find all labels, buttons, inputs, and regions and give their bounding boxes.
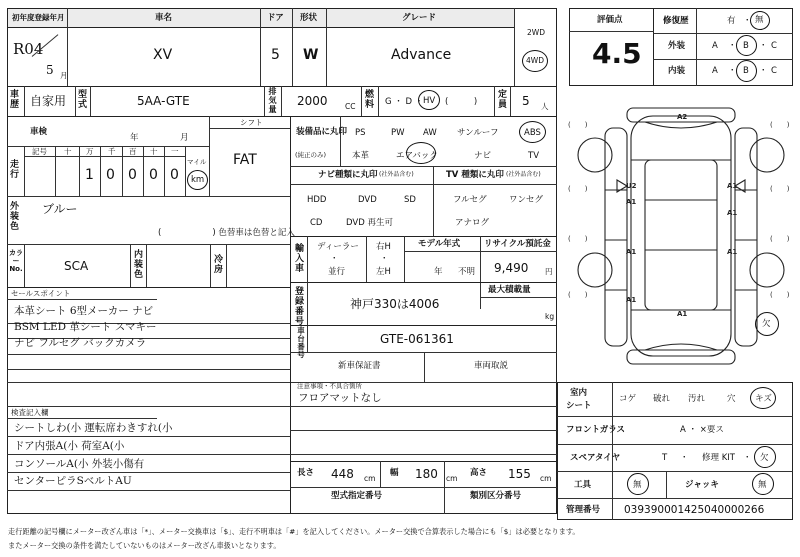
door-label: ドア — [267, 13, 284, 23]
mgmt-value: 039390001425040000266 — [624, 504, 765, 516]
nav-hdd: HDD — [307, 195, 327, 205]
import-dot-2: ・ — [380, 254, 389, 264]
nav-dvd-play: DVD 再生可 — [346, 218, 393, 228]
inspector-line-2: ドア内張A(小 荷室A(小 — [14, 440, 125, 452]
max-load-label: 最大積載量 — [488, 285, 531, 295]
sheet-hole: 穴 — [727, 394, 736, 404]
interior-grade-dot-2: ・ — [759, 66, 768, 76]
tool-label: 工具 — [574, 480, 592, 490]
model-year-unit: 年 — [434, 267, 443, 277]
interior-grade-dot-1: ・ — [728, 66, 737, 76]
usage-value: 自家用 — [30, 94, 67, 108]
width-value: 180 — [415, 467, 438, 481]
height-label: 高さ — [470, 468, 488, 478]
length-value: 448 — [331, 467, 354, 481]
recycle-value: 9,490 — [494, 261, 529, 275]
chassis-number: GTE-061361 — [380, 332, 454, 346]
digit-value-3: 0 — [128, 167, 137, 183]
score-label: 評価点 — [597, 15, 623, 25]
import-left-h: 左H — [376, 267, 391, 277]
damage-mark-a1-4: A1 — [626, 248, 637, 256]
interior-color-label: 内装色 — [133, 250, 143, 280]
damage-mark-a1-6: A1 — [626, 296, 637, 304]
import-right-h: 右H — [376, 242, 391, 252]
drive-4wd: 4WD — [526, 56, 544, 65]
equip-pw: PW — [391, 128, 405, 138]
selling-points-title: セールスポイント — [11, 289, 71, 298]
jack-label: ジャッキ — [685, 480, 719, 490]
repair-dot: ・ — [743, 16, 752, 26]
model-label: 型式 — [77, 90, 87, 110]
digit-value-5: 0 — [170, 167, 179, 183]
max-load-unit: kg — [545, 312, 555, 321]
digit-header-5: 一 — [171, 147, 179, 156]
diagram-bracket-7: ( ) — [568, 185, 588, 193]
height-value: 155 — [508, 467, 531, 481]
cooler-label: 冷房 — [213, 255, 223, 275]
fuel-selected: HV — [423, 96, 436, 106]
equip-sunroof: サンルーフ — [457, 128, 499, 138]
sheet-scratch: キズ — [755, 394, 772, 404]
exterior-grade-label: 外装 — [668, 41, 686, 51]
digit-header-2: 千 — [108, 147, 116, 156]
spare-t: T — [662, 453, 668, 463]
spare-missing: 欠 — [760, 453, 769, 463]
inspector-line-3: コンソールA(小 外装小傷有 — [14, 458, 145, 470]
capacity-unit: 人 — [541, 102, 549, 111]
exterior-grade-dot-2: ・ — [759, 41, 768, 51]
displacement-value: 2000 — [297, 94, 328, 108]
damage-mark-a1-1: A1 — [626, 198, 637, 206]
diagram-bracket-1: ( ) — [568, 121, 588, 129]
selling-point-line-1: 本革シート 6型メーカー ナビ — [14, 305, 154, 317]
shift-label: シフト — [240, 118, 263, 127]
jack-value: 無 — [758, 480, 767, 490]
equip-leather: 本革 — [352, 151, 370, 161]
windshield-label: フロントガラス — [566, 425, 625, 435]
shape-label: 形状 — [300, 13, 318, 23]
interior-grade-b: B — [743, 66, 749, 76]
category-label: 類別区分番号 — [470, 491, 522, 501]
recycle-unit: 円 — [545, 267, 553, 276]
fuel-paren: ( ) — [445, 97, 478, 107]
first-reg-year: R04 — [13, 40, 44, 58]
first-reg-month: 5 — [46, 63, 54, 77]
damage-mark-a1-5: A1 — [727, 248, 738, 256]
car-name: XV — [153, 47, 173, 63]
damage-mark-a2: A2 — [677, 113, 688, 121]
footer-line-2: またメーター交換の条件を満たしていないものはメーター改ざん車扱いとなります。 — [8, 541, 281, 550]
exterior-grade-b: B — [743, 41, 749, 51]
tv-analog: アナログ — [455, 218, 490, 228]
import-dot-1: ・ — [330, 254, 339, 264]
tv-title: TV 種類に丸印 — [446, 170, 504, 180]
damage-mark-a1-2: A1 — [727, 182, 738, 190]
import-parallel: 並行 — [328, 267, 346, 277]
shaken-label: 車検 — [30, 127, 48, 137]
missing-mark: 欠 — [762, 319, 771, 329]
sheet-tear: 破れ — [653, 394, 671, 404]
selling-point-line-2: BSM LED 革シート スマキー — [14, 321, 157, 333]
length-label: 長さ — [297, 468, 315, 478]
km-label: km — [191, 175, 205, 185]
nav-title: ナビ種類に丸印 — [318, 170, 378, 180]
drive-2wd: 2WD — [527, 28, 545, 37]
color-note: ( ) 色替車は色替と記入 — [158, 228, 295, 238]
month-unit: 月 — [60, 71, 68, 80]
nav-cd: CD — [310, 218, 323, 228]
diagram-bracket-6: ( ) — [770, 291, 790, 299]
exterior-grade-a: A — [712, 41, 718, 51]
shift-value: FAT — [233, 152, 257, 168]
shaken-year-unit: 年 — [130, 133, 139, 143]
interior-sheet-label-1: 室内 — [570, 388, 588, 398]
tool-value: 無 — [633, 480, 642, 490]
diagram-bracket-2: ( ) — [770, 121, 790, 129]
capacity-label: 定員 — [497, 90, 507, 110]
nav-dvd: DVD — [358, 195, 377, 205]
model-value: 5AA-GTE — [137, 94, 190, 108]
designated-label: 型式指定番号 — [331, 491, 383, 501]
digit-header-4: 十 — [150, 147, 158, 156]
interior-grade-label: 内装 — [668, 66, 686, 76]
repair-yes: 有 — [727, 16, 736, 26]
selling-point-line-3: ナビ フルセグ バックカメラ — [14, 337, 147, 349]
import-dealer: ディーラー — [317, 242, 359, 252]
digit-value-1: 1 — [85, 167, 94, 183]
digit-header-0: 十 — [64, 147, 72, 156]
color-no-label: カラーNo. — [9, 249, 23, 273]
exterior-grade-dot-1: ・ — [728, 41, 737, 51]
color-label: 外装色 — [9, 202, 19, 232]
height-unit: cm — [540, 474, 552, 483]
damage-mark-a1-3: A1 — [727, 209, 738, 217]
equip-tv: TV — [528, 151, 540, 161]
car-body-diagram — [565, 100, 797, 378]
color-value: ブルー — [42, 202, 78, 216]
main-form-frame — [7, 8, 557, 514]
equip-ps: PS — [355, 128, 366, 138]
body-shape: W — [303, 47, 319, 63]
notes-title: 注意事項・不具合箇所 — [297, 382, 362, 390]
kigo-label: 記号 — [32, 147, 47, 156]
name-label: 車名 — [155, 13, 173, 23]
footer-line-1: 走行距離の記号欄にメーター改ざん車は「*」、メーター交換車は「$」、走行不明車は「#」を記入してください。メーター交換で合算表示した場合にも「$」は必要となります。 — [8, 527, 580, 536]
inspector-line-1: シートしわ(小 運転席わきすれ(小 — [14, 422, 173, 434]
digit-header-3: 百 — [129, 147, 137, 156]
digit-value-4: 0 — [149, 167, 158, 183]
equip-abs: ABS — [524, 128, 541, 138]
equip-airbag: エアバック — [396, 151, 438, 161]
damage-mark-u2: U2 — [626, 182, 637, 190]
nav-sd: SD — [404, 195, 416, 205]
spare-dot-1: ・ — [680, 453, 689, 463]
score-value: 4.5 — [592, 37, 642, 70]
shaken-month-unit: 月 — [180, 133, 189, 143]
length-unit: cm — [364, 474, 376, 483]
grade-value: Advance — [391, 47, 452, 63]
import-label: 輸入車 — [294, 244, 304, 274]
chassis-label: 車台番号 — [297, 326, 305, 359]
diagram-bracket-5: ( ) — [568, 291, 588, 299]
tv-note: (社外品含む) — [506, 171, 541, 178]
windshield-options: A ・ ×要ス — [680, 425, 724, 435]
fuel-options: G ・ D ・ — [385, 97, 424, 107]
tv-oneseg: ワンセグ — [509, 195, 544, 205]
capacity-value: 5 — [522, 94, 530, 108]
sheet-burn: コゲ — [619, 394, 637, 404]
inspector-title: 検査記入欄 — [11, 408, 49, 417]
damage-mark-a1-7: A1 — [677, 310, 688, 318]
door-count: 5 — [271, 47, 280, 63]
equip-subtitle: (純正のみ) — [295, 151, 327, 159]
first-reg-label: 初年度登録年月 — [12, 13, 65, 22]
interior-sheet-label-2: シート — [566, 401, 592, 411]
displacement-unit: CC — [345, 102, 356, 111]
color-no-value: SCA — [64, 259, 89, 273]
spare-kit: 修理 KIT — [702, 453, 735, 463]
tv-fullseg: フルセグ — [453, 195, 487, 205]
interior-grade-c: C — [771, 66, 777, 76]
registration-number: 神戸330は4006 — [350, 297, 440, 311]
inspector-line-4: センターピラSベルトAU — [14, 475, 132, 487]
equip-title: 装備品に丸印 — [296, 127, 348, 137]
grade-label: グレード — [402, 13, 437, 23]
registration-label: 登録番号 — [294, 287, 304, 327]
equip-aw: AW — [423, 128, 437, 138]
model-year-label: モデル年式 — [418, 239, 461, 249]
fuel-label: 燃料 — [364, 90, 374, 110]
usage-label: 車歴 — [9, 90, 19, 110]
width-unit: cm — [446, 474, 458, 483]
sheet-stain: 汚れ — [688, 394, 706, 404]
recycle-label: リサイクル預託金 — [484, 239, 551, 249]
repair-label: 修復歴 — [663, 16, 689, 26]
interior-grade-a: A — [712, 66, 718, 76]
spare-dot-2: ・ — [743, 453, 752, 463]
displacement-label: 排気量 — [268, 87, 277, 114]
mile-label: マイル — [187, 158, 207, 166]
diagram-bracket-4: ( ) — [770, 235, 790, 243]
digit-value-2: 0 — [106, 167, 115, 183]
warranty-label: 新車保証書 — [338, 361, 381, 371]
repair-none: 無 — [755, 15, 764, 25]
equip-navi: ナビ — [474, 151, 492, 161]
exterior-grade-c: C — [771, 41, 777, 51]
mileage-label: 走行 — [9, 160, 19, 180]
width-label: 幅 — [390, 468, 399, 478]
notes-text: フロアマットなし — [298, 392, 382, 404]
nav-note: (社外品含む) — [379, 171, 414, 178]
spare-label: スペアタイヤ — [570, 453, 621, 463]
manual-label: 車両取説 — [474, 361, 509, 371]
model-year-value: 不明 — [458, 267, 476, 277]
diagram-bracket-8: ( ) — [770, 185, 790, 193]
diagram-bracket-3: ( ) — [568, 235, 588, 243]
mgmt-label: 管理番号 — [566, 505, 601, 515]
digit-header-1: 万 — [86, 147, 94, 156]
